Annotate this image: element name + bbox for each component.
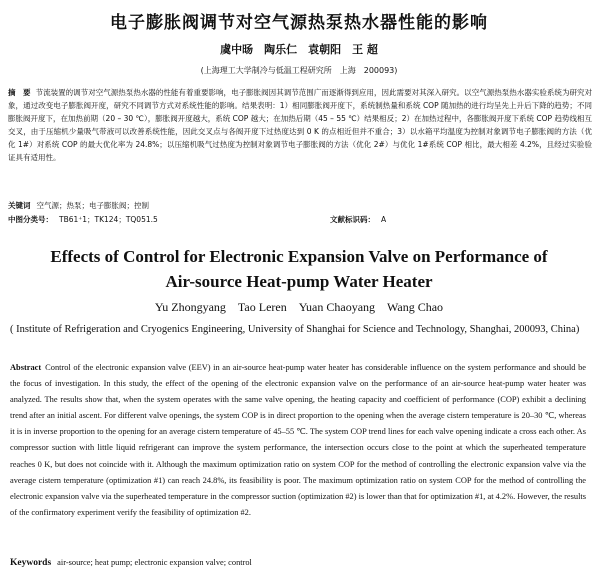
english-keywords-label: Keywords	[10, 558, 52, 568]
english-authors: Yu Zhongyang Tao Leren Yuan Chaoyang Wang Chao	[154, 300, 444, 314]
chinese-keywords-text: 空气源；热泵；电子膨胀阀；控制	[36, 201, 149, 210]
chinese-abstract-label: 摘 要	[8, 88, 31, 97]
english-abstract-text: Control of the electronic expansion valve (EEV) in an air-source heat-pump water heater has considerable influence on the system performance and should be the focus of investigation. In this study, the effect of the opening of the electronic expansion valve on the performance of an air-source heat-pump water heater was analyzed. The results show that, when the system operates with the same valve opening, the heating capacity and coefficient of performance (COP) exhibit a declining trend after an initial ascent. For different valve openings, the system COP is in direct proportion to the opening when the average cistern temperature is 20–30 ℃, whereas it is in inverse proportion to the opening for an average cistern temperature of 45–55 ℃. The system COP trend lines for each valve opening indicate a cross each other. As compressor suction with little liquid refrigerant can improve the system performance, the intersection occurs close to the point at which the superheated temperature reaches 0 K, but does not coincide with it. Although the maximum optimization ratio on system COP for the method of controlling the electronic expansion valve via the average cistern temperature (optimization #1) can reach 24.8%, its feasibility is poor. The maximum optimization ratio on system COP for the method of controlling the electronic expansion valve via the superheated temperature in the compressor suction (optimization #2) is lower than that for optimization #1, at 4.2%. However, the results of the confirmatory experiment verify the feasibility of optimization #2.	[10, 363, 586, 517]
english-abstract	[10, 360, 586, 521]
english-title-line-1: Effects of Control for Electronic Expansion Valve on Performance of	[50, 247, 548, 266]
classification-label: 中图分类号：	[8, 215, 53, 224]
classification-number	[8, 214, 158, 225]
english-keywords	[10, 558, 252, 568]
document-code-value: A	[381, 215, 387, 224]
classification-value: TB61⁺1；TK124；TQ051.5	[59, 215, 158, 224]
chinese-affiliation: (上海理工大学制冷与低温工程研究所 上海 200093)	[200, 66, 398, 75]
chinese-abstract-text: 节流装置的调节对空气源热泵热水器的性能有着重要影响，电子膨胀阀因其调节范围广而逐渐得到应用，因此需要对其深入研究。以空气源热泵热水器实验系统为研究对象，通过改变电子膨胀阀开度，研究不同调节方式对系统性能的影响。结果表明：1）相同膨胀阀开度下，系统制热量和系统 COP 随加热的进行均呈先上升后下降的趋势；不同膨胀阀开度下，在加热前期（20 – 30 ℃），膨胀阀开度越大，系统 COP 越大；在加热后期（45 – 55 ℃）结果相反；2）在加热过程中，各膨胀阀开度下系统 COP 趋势线相互交叉，由于压缩机少量吸气带液可以改善系统性能，因此交叉点与各阀开度下过热度达到 0 K 的点相近但并不重合；3）以水箱平均温度为控制对象调节电子膨胀阀的方法（优化 1#）对系统 COP 的最大优化率为 24.8%；以压缩机吸气过热度为控制对象调节电子膨胀阀的方法（优化 2#）与优化 1#系统 COP 相比，最大相差 4.2%，且经过实验验证具有适用性。	[8, 88, 592, 162]
chinese-abstract	[8, 86, 592, 164]
english-keywords-text: air-source; heat pump; electronic expansion valve; control	[57, 558, 252, 567]
document-code	[330, 214, 386, 225]
english-abstract-label: Abstract	[10, 363, 42, 372]
chinese-authors: 虞中旸 陶乐仁 袁朝阳 王 超	[220, 43, 378, 56]
chinese-keywords	[8, 200, 149, 211]
english-affiliation: ( Institute of Refrigeration and Cryogenics Engineering, University of Shanghai for Science and Technology, Shanghai, 200093, China)	[10, 324, 580, 335]
chinese-keywords-label: 关键词	[8, 201, 31, 210]
chinese-title: 电子膨胀阀调节对空气源热泵热水器性能的影响	[110, 13, 488, 33]
english-title-line-2: Air-source Heat-pump Water Heater	[165, 272, 433, 291]
english-title	[0, 244, 598, 294]
document-code-label: 文献标识码：	[330, 215, 375, 224]
